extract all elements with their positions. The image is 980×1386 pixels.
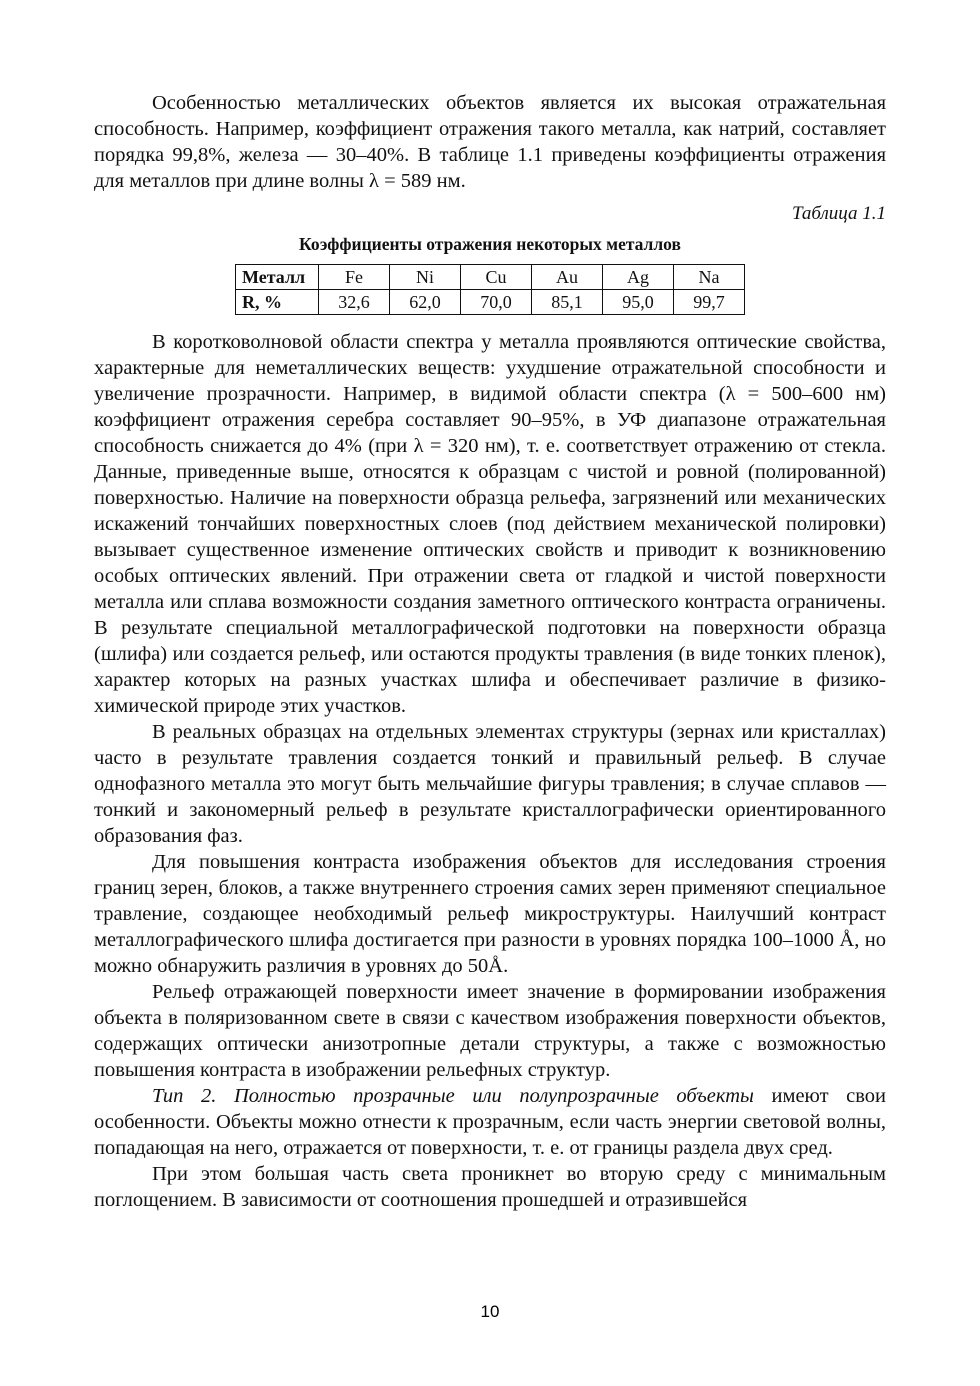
table-cell-metal: Cu	[461, 265, 532, 290]
table-row-metals	[236, 265, 745, 290]
type-2-heading: Тип 2. Полностью прозрачные или полупрозрачные объекты	[152, 1085, 754, 1107]
table-title: Коэффициенты отражения некоторых металлов	[299, 234, 681, 254]
table-cell-value: 62,0	[390, 290, 461, 315]
table-cell-value: 95,0	[603, 290, 674, 315]
table-cell-metal: Au	[532, 265, 603, 290]
paragraph-2: В коротковолновой области спектра у металла проявляются оптические свойства, характерные для неметаллических веществ: ухудшение отражательной способности и увеличение прозрачности. Например, в видимой области спектра (λ = 500–600 нм) коэффициент отражения серебра составляет 90–95%, в УФ диапазоне отражательная способность снижается до 4% (при λ = 320 нм), т. е. соответствует отражению от стекла. Данные, приведенные выше, относятся к образцам с чистой и ровной (полированной) поверхностью. Наличие на поверхности образца рельефа, загрязнений или механических искажений тончайших поверхностных слоев (под действием механической полировки) вызывает существенное изменение оптических свойств и приводит к возникновению особых оптических явлений. При отражении света от гладкой и чистой поверхности металла или сплава возможности создания заметного оптического контраста ограничены. В результате специальной металлографической подготовки на поверхности образца (шлифа) или создается рельеф, или остаются продукты травления (в виде тонких пленок), характер которых на разных участках шлифа и обеспечивает различие в физико-химической природе этих участков.	[94, 331, 886, 717]
table-header-r: R, %	[236, 290, 319, 315]
table-cell-value: 99,7	[674, 290, 745, 315]
table-label: Таблица 1.1	[792, 203, 886, 224]
table-cell-metal: Ag	[603, 265, 674, 290]
table-row-values	[236, 290, 745, 315]
table-cell-value: 32,6	[319, 290, 390, 315]
page-body	[94, 90, 886, 1213]
table-header-metal: Металл	[236, 265, 319, 290]
paragraph-6-text: имеют свои особенности. Объекты можно отнести к прозрачным, если часть энергии световой волны, попадающая на него, отражается от поверхности, т. е. от границы раздела двух сред.	[94, 1085, 887, 1159]
paragraph-5: Рельеф отражающей поверхности имеет значение в формировании изображения объекта в поляризованном свете в связи с качеством изображения поверхности объектов, содержащих оптически анизотропные детали структуры, а также с возможностью повышения контраста в изображении рельефных структур.	[94, 981, 886, 1081]
table-cell-value: 70,0	[461, 290, 532, 315]
reflection-table	[235, 264, 745, 315]
paragraph-1: Особенностью металлических объектов является их высокая отражательная способность. Например, коэффициент отражения такого металла, как натрий, составляет порядка 99,8%, железа — 30–40%. В таблице 1.1 приведены коэффициенты отражения для металлов при длине волны λ = 589 нм.	[94, 92, 886, 192]
paragraph-3: В реальных образцах на отдельных элементах структуры (зернах или кристаллах) часто в результате травления создается тонкий и правильный рельеф. В случае однофазного металла это могут быть мельчайшие фигуры травления; в случае сплавов — тонкий и закономерный рельеф в результате кристаллографически ориентированного образования фаз.	[94, 721, 886, 847]
table-cell-metal: Fe	[319, 265, 390, 290]
paragraph-6	[94, 1083, 886, 1161]
paragraph-7: При этом большая часть света проникнет во вторую среду с минимальным поглощением. В зависимости от соотношения прошедшей и отразившейся	[94, 1163, 886, 1211]
table-cell-value: 85,1	[532, 290, 603, 315]
table-cell-metal: Ni	[390, 265, 461, 290]
page-number: 10	[480, 1302, 500, 1321]
table-cell-metal: Na	[674, 265, 745, 290]
paragraph-4: Для повышения контраста изображения объектов для исследования строения границ зерен, блоков, а также внутреннего строения самих зерен применяют специальное травление, создающее необходимый рельеф микроструктуры. Наилучший контраст металлографического шлифа достигается при разности в уровнях порядка 100–1000 Å, но можно обнаружить различия в уровнях до 50Å.	[94, 851, 886, 977]
